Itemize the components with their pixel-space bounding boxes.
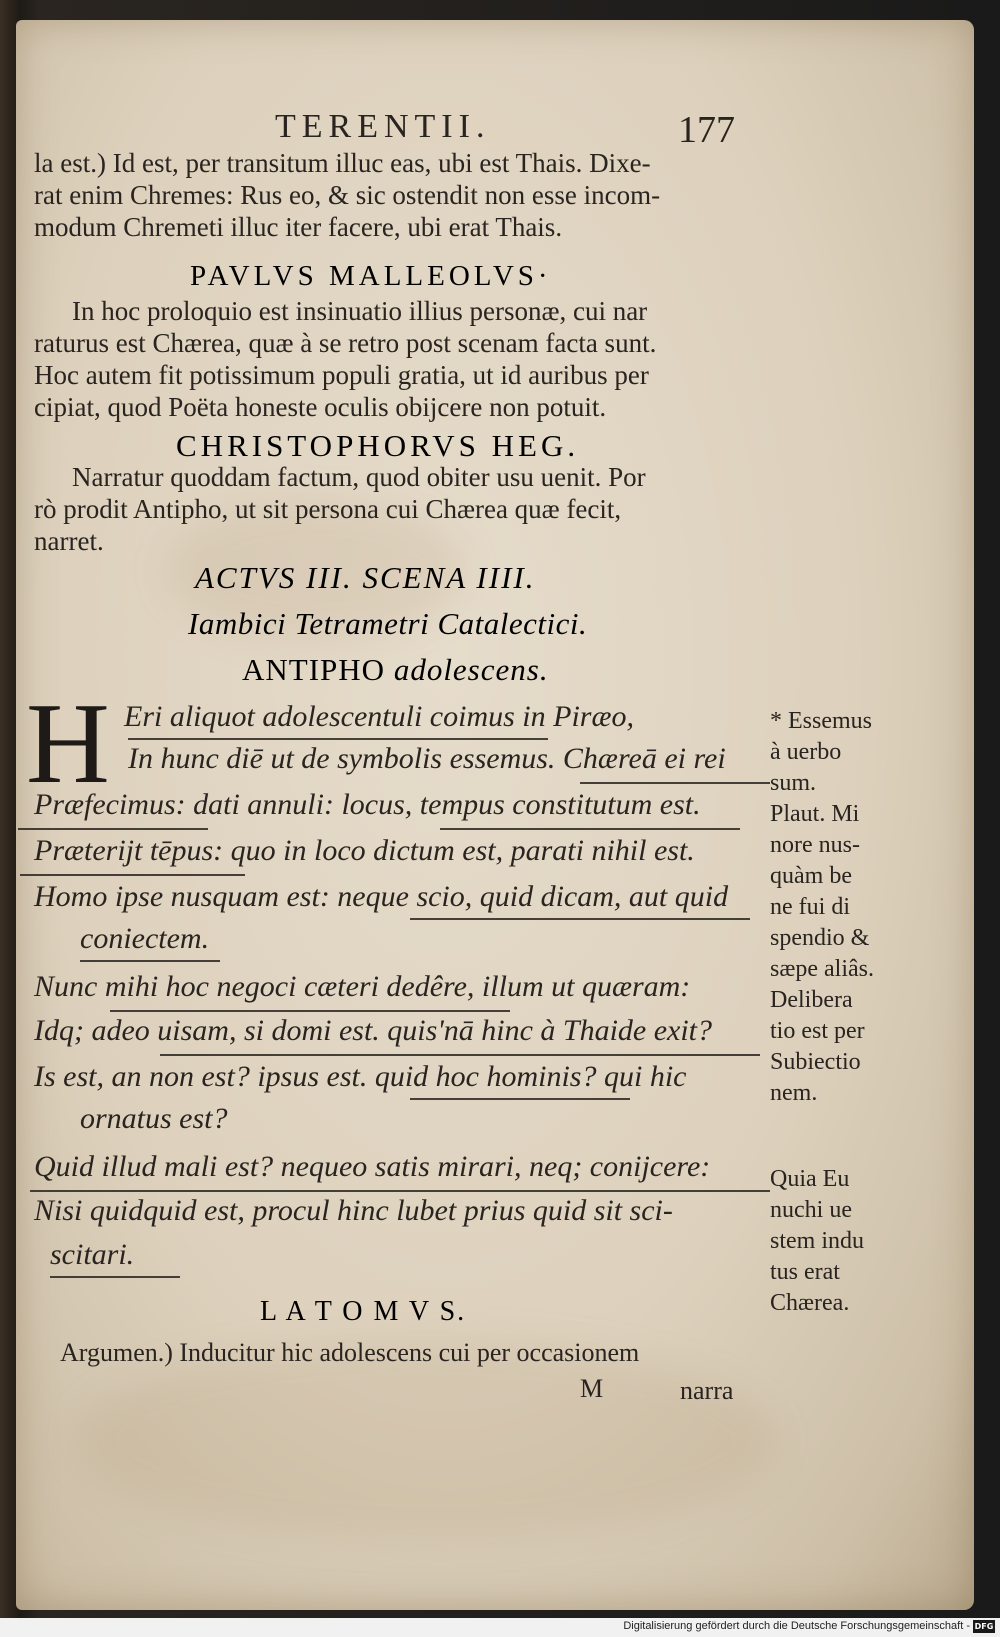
meter-heading: Iambici Tetrametri Catalectici. — [188, 606, 588, 641]
text-line: narret. — [34, 526, 104, 556]
ink-underline — [440, 828, 740, 830]
verse-line: Homo ipse nusquam est: neque scio, quid dicam, aut quid — [34, 880, 729, 913]
ink-underline — [410, 918, 750, 920]
speaker-heading — [242, 652, 549, 688]
verse-line: scitari. — [50, 1238, 135, 1271]
ink-underline — [20, 874, 245, 876]
ink-underline — [18, 828, 208, 830]
catchword: narra — [680, 1376, 734, 1405]
text-line: Argumen.) Inducitur hic adolescens cui per occasionem — [60, 1338, 640, 1367]
verse-line: Præterijt tēpus: quo in loco dictum est, parati nihil est. — [34, 834, 695, 867]
verse-line: Idq; adeo uisam, si domi est. quis'nā hinc à Thaide exit? — [34, 1014, 713, 1047]
speaker-name: ANTIPHO — [242, 652, 386, 687]
speaker-role: adolescens. — [393, 652, 549, 687]
verse-line: Nunc mihi hoc negoci cæteri dedêre, illum ut quæram: — [34, 970, 691, 1003]
ink-underline — [50, 1276, 180, 1278]
dfg-logo: DFG — [974, 1622, 994, 1631]
ink-underline — [110, 1010, 510, 1012]
verse-line: coniectem. — [80, 922, 210, 955]
verse-line: Is est, an non est? ipsus est. quid hoc hominis? qui hic — [34, 1060, 687, 1093]
commentator-heading: PAVLVS MALLEOLVS· — [190, 260, 552, 292]
marginal-note: Quia Eu nuchi ue stem indu tus erat Chærea. — [770, 1166, 864, 1316]
text-line: la est.) Id est, per transitum illuc eas, ubi est Thais. Dixe- — [34, 148, 651, 178]
ink-underline — [410, 1098, 630, 1100]
verse-line: ornatus est? — [80, 1102, 228, 1135]
ink-underline — [80, 960, 220, 962]
commentator-heading: CHRISTOPHORVS HEG. — [176, 428, 580, 463]
running-title: TERENTII. — [275, 108, 491, 145]
verse-line: In hunc diē ut de symbolis essemus. Chæreā ei rei — [128, 742, 726, 775]
text-line: Narratur quoddam factum, quod obiter usu uenit. Por — [72, 462, 646, 492]
ink-underline — [580, 782, 770, 784]
act-scene-heading: ACTVS III. SCENA IIII. — [195, 560, 536, 595]
text-line: cipiat, quod Poëta honeste oculis obijcere non potuit. — [34, 392, 607, 422]
marginal-note: * Essemus à uerbo sum. Plaut. Mi nore nus- quàm be ne fui di spendio & sæpe aliâs. Delibera tio est per Subiectio nem. — [770, 708, 874, 1106]
verse-line: Quid illud mali est? nequeo satis mirari, neq; conijcere: — [34, 1150, 711, 1183]
ink-underline — [160, 1054, 760, 1056]
text-line: raturus est Chærea, quæ à se retro post scenam facta sunt. — [34, 328, 657, 358]
text-line: rat enim Chremes: Rus eo, & sic ostendit non esse incom- — [34, 180, 661, 210]
commentator-heading: L A T O M V S. — [260, 1296, 467, 1327]
page-number: 177 — [678, 109, 735, 151]
ink-underline — [128, 738, 548, 740]
verse-line: Præfecimus: dati annuli: locus, tempus constitutum est. — [34, 788, 701, 821]
ink-underline — [30, 1190, 770, 1192]
drop-cap: H — [26, 680, 110, 808]
text-line: In hoc proloquio est insinuatio illius personæ, cui nar — [72, 296, 648, 326]
text-line: rò prodit Antipho, ut sit persona cui Chærea quæ fecit, — [34, 494, 622, 524]
verse-line: Nisi quidquid est, procul hinc lubet prius quid sit sci- — [34, 1194, 673, 1227]
text-line: Hoc autem fit potissimum populi gratia, ut id auribus per — [34, 360, 649, 390]
text-line: modum Chremeti illuc iter facere, ubi erat Thais. — [34, 212, 563, 242]
digitization-credit: Digitalisierung gefördert durch die Deutsche Forschungsgemeinschaft - — [623, 1620, 970, 1632]
signature-mark: M — [580, 1374, 604, 1403]
verse-line: Eri aliquot adolescentuli coimus in Piræo, — [124, 700, 634, 733]
water-stain — [76, 1340, 776, 1540]
